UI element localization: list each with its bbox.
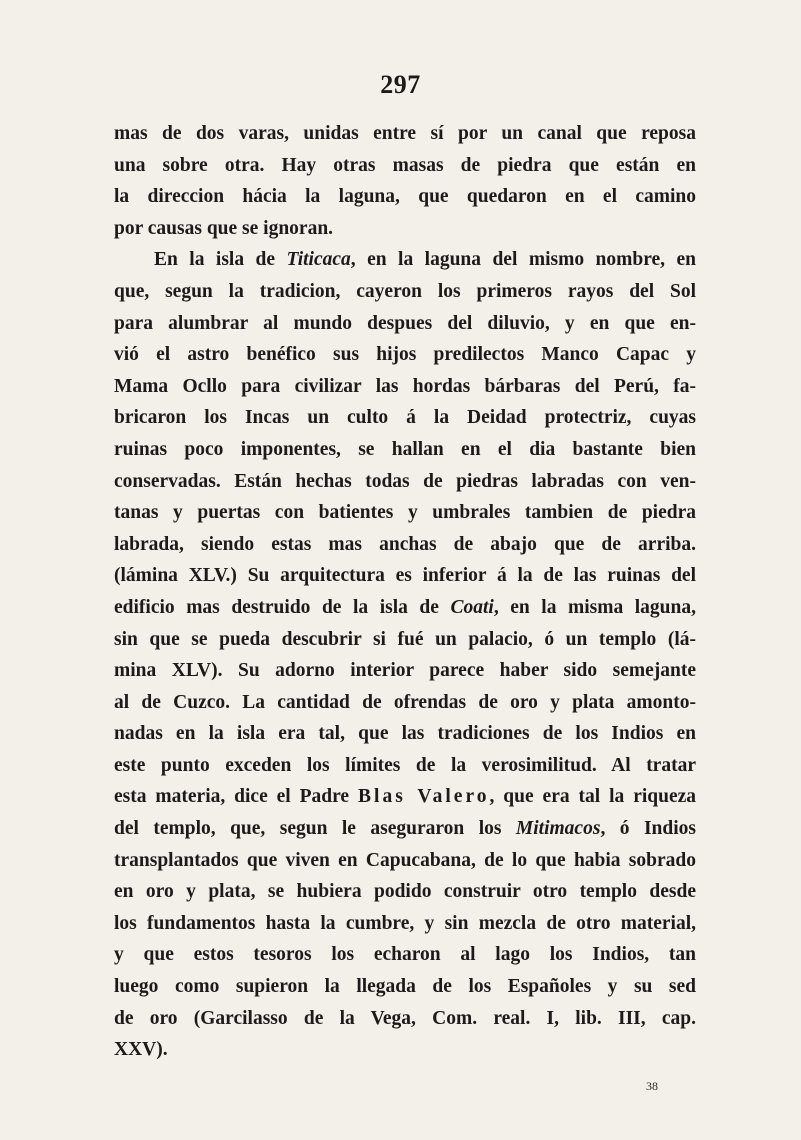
text-segment: En la isla de [154,249,287,271]
text-line: por causas que se ignoran. [114,217,334,239]
text-line: bricaron los Incas un culto á la Deidad protectriz, cuyas [114,407,696,429]
text-line: que, segun la tradicion, cayeron los primeros rayos del Sol [114,280,696,302]
text-line: para alumbrar al mundo despues del diluvio, y en que en- [114,312,696,334]
text-line [114,813,696,845]
text-segment: edificio mas destruido de la isla de [114,596,451,618]
text-line: los fundamentos hasta la cumbre, y sin mezcla de otro material, [114,912,696,934]
text-line: vió el astro benéfico sus hijos predilectos Manco Capac y [114,344,696,366]
text-line: transplantados que viven en Capucabana, de lo que habia sobrado [114,849,696,871]
text-line: ruinas poco imponentes, se hallan en el dia bastante bien [114,438,696,460]
text-line: y que estos tesoros los echaron al lago los Indios, tan [114,944,696,966]
signature-mark: 38 [646,1079,658,1093]
text-line: en oro y plata, se hubiera podido construir otro templo desde [114,881,696,903]
body-text [114,118,696,1066]
place-name-titicaca: Titicaca [286,249,351,271]
text-segment: , ó Indios [600,818,696,840]
text-line: sin que se pueda descubrir si fué un palacio, ó un templo (lá- [114,628,696,650]
place-name-coati: Coati [450,596,494,618]
text-line: al de Cuzco. La cantidad de ofrendas de oro y plata amonto- [114,691,696,713]
text-line: nadas en la isla era tal, que las tradiciones de los Indios en [114,723,696,745]
text-segment: del templo, que, segun le aseguraron los [114,818,516,840]
text-line: tanas y puertas con batientes y umbrales tambien de piedra [114,502,696,524]
term-mitimacos: Mitimacos [515,818,601,840]
text-line: de oro (Garcilasso de la Vega, Com. real. I, lib. III, cap. [114,1007,696,1029]
text-line: XXV). [114,1039,168,1061]
text-line: Mama Ocllo para civilizar las hordas bárbaras del Perú, fa- [114,375,696,397]
text-line: la direccion hácia la laguna, que quedaron en el camino [114,186,696,208]
text-line [114,244,696,276]
text-line: una sobre otra. Hay otras masas de piedra que están en [114,154,696,176]
text-line: luego como supieron la llegada de los Españoles y su sed [114,976,696,998]
text-segment: , en la laguna del mismo nombre, en [350,249,696,271]
text-line: conservadas. Están hechas todas de piedras labradas con ven- [114,470,696,492]
text-segment: esta materia, dice el Padre [114,786,359,808]
text-segment: , en la misma laguna, [493,596,696,618]
text-line: mina XLV). Su adorno interior parece haber sido semejante [114,660,696,682]
text-segment: , que era tal la riqueza [489,786,697,808]
text-line [114,781,696,813]
author-name: Blas Valero [358,786,490,808]
text-line: labrada, siendo estas mas anchas de abajo que de arriba. [114,533,696,555]
page-number: 297 [380,70,421,99]
text-line [114,592,696,624]
text-line: (lámina XLV.) Su arquitectura es inferior á la de las ruinas del [114,565,696,587]
text-line: este punto exceden los límites de la verosimilitud. Al tratar [114,754,696,776]
text-line: mas de dos varas, unidas entre sí por un canal que reposa [114,123,696,144]
